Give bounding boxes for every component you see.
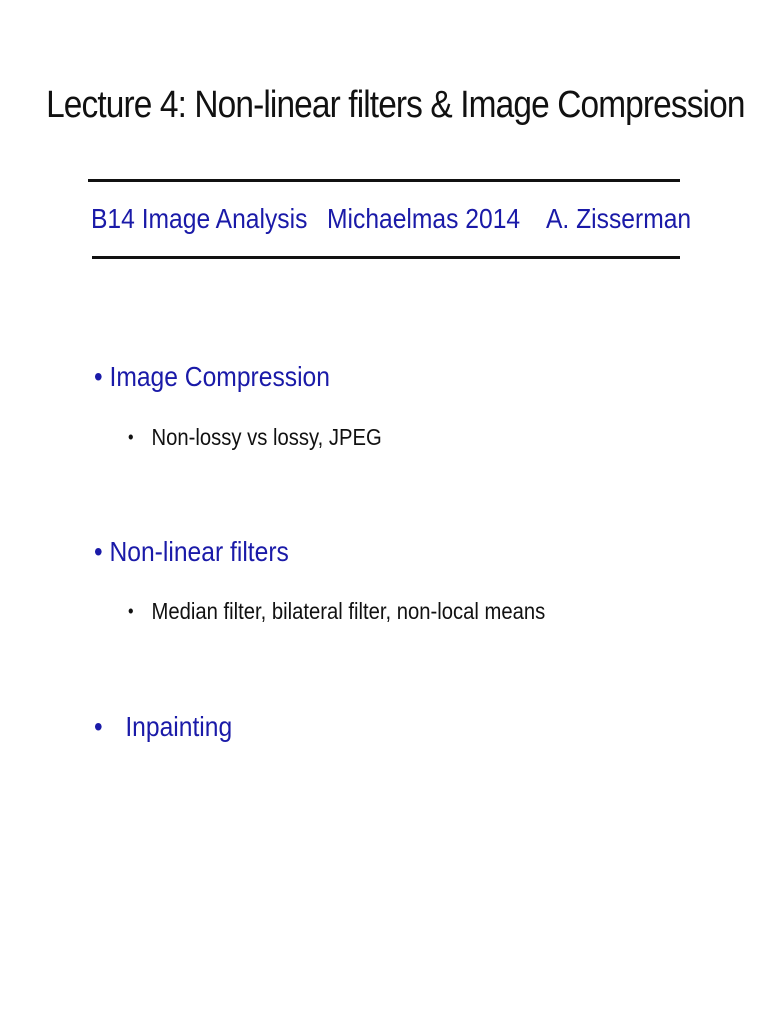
bullet-icon: • (128, 427, 134, 447)
bottom-divider (92, 256, 680, 259)
sub-item-filter-types (128, 598, 545, 625)
sub-item-compression-types (128, 424, 382, 451)
list-item-label: Inpainting (125, 711, 233, 742)
author-name: A. Zisserman (546, 203, 692, 234)
bullet-icon: • (94, 711, 103, 742)
term-label: Michaelmas 2014 (327, 203, 521, 234)
bullet-icon: • (94, 361, 103, 392)
slide-title: Lecture 4: Non-linear filters & Image Compression (46, 84, 745, 126)
course-name: B14 Image Analysis (91, 203, 308, 234)
bullet-icon: • (94, 536, 103, 567)
sub-item-label: Non-lossy vs lossy, JPEG (151, 424, 382, 450)
list-item-image-compression (94, 361, 330, 393)
list-item-label: Non-linear filters (109, 536, 289, 567)
sub-item-label: Median filter, bilateral filter, non-local means (151, 598, 546, 624)
top-divider (88, 179, 680, 182)
list-item-inpainting (94, 711, 232, 743)
list-item-non-linear-filters (94, 536, 289, 568)
bullet-icon: • (128, 601, 134, 621)
list-item-label: Image Compression (109, 361, 330, 392)
